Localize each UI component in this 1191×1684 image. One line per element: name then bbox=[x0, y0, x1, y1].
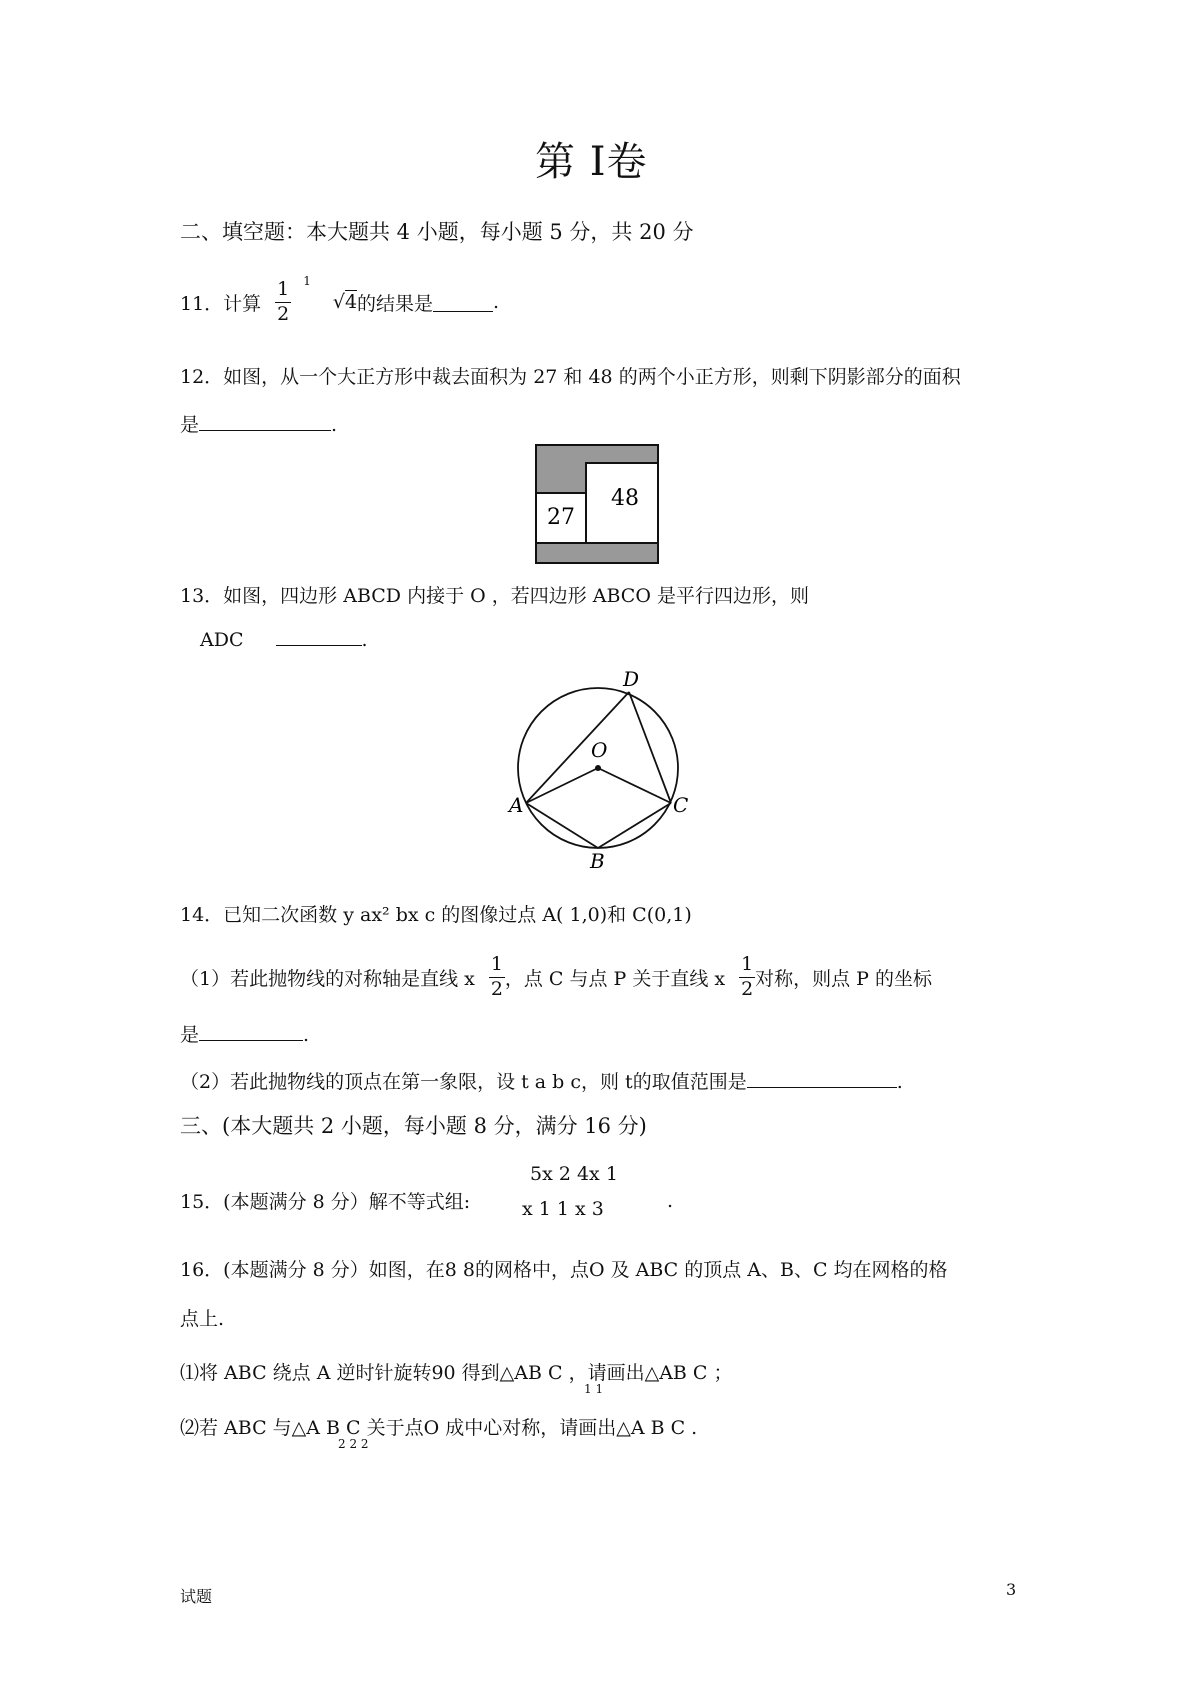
q11-fraction bbox=[275, 280, 291, 325]
page-number: 3 bbox=[1006, 1580, 1017, 1599]
section-heading-2: 二、填空题：本大题共 4 小题，每小题 5 分，共 20 分 bbox=[180, 220, 694, 244]
question-14-part1 bbox=[180, 955, 932, 1000]
q11-suffix: 的结果是 bbox=[357, 292, 434, 315]
q14-part1-answer-blank[interactable] bbox=[199, 1022, 303, 1041]
q13-label-C: C bbox=[673, 793, 689, 817]
q13-answer-blank[interactable] bbox=[276, 627, 362, 646]
question-16-line1: 16．(本题满分 8 分）如图，在8 8的网格中，点O 及 ABC 的顶点 A、B、C 均在网格的格 bbox=[180, 1259, 948, 1281]
q13-end: . bbox=[361, 629, 368, 651]
q11-exponent: 1 bbox=[303, 274, 311, 288]
question-15: 15．(本题满分 8 分）解不等式组: bbox=[180, 1191, 471, 1213]
q11-end: . bbox=[493, 291, 500, 314]
q14-frac1-num: 1 bbox=[490, 953, 503, 975]
q14-frac1-den: 2 bbox=[490, 977, 503, 1000]
q13-segment-BC bbox=[598, 803, 671, 848]
q14-part1-prefix: （1）若此抛物线的对称轴是直线 x bbox=[180, 967, 475, 990]
q13-segment-AD bbox=[526, 692, 629, 803]
q13-segment-AB bbox=[526, 803, 598, 848]
q15-system-row2: x 1 1 x 3 bbox=[522, 1198, 604, 1220]
q12-label-48: 48 bbox=[611, 486, 639, 511]
q11-frac-den: 2 bbox=[277, 302, 290, 325]
q14-part2-end: . bbox=[896, 1071, 903, 1093]
q14-part1-mid: ，点 C 与点 P 关于直线 x bbox=[504, 967, 726, 990]
q13-label-A: A bbox=[509, 793, 524, 817]
question-14-line1: 14．已知二次函数 y ax² bx c 的图像过点 A( 1,0)和 C(0,1) bbox=[180, 904, 692, 926]
q14-part1-end: . bbox=[303, 1024, 310, 1046]
q12-answer-blank[interactable] bbox=[199, 412, 331, 431]
q13-figure bbox=[505, 670, 695, 870]
question-12-line2 bbox=[180, 410, 337, 437]
q14-frac2-den: 2 bbox=[741, 977, 754, 1000]
q11-sqrt-radicand: 4 bbox=[344, 291, 358, 314]
q14-frac2-num: 1 bbox=[741, 953, 754, 975]
question-16-part1: ⑴将 ABC 绕点 A 逆时针旋转90 得到△AB C ，请画出△AB C ； bbox=[180, 1362, 733, 1384]
q13-center-point bbox=[595, 765, 601, 771]
question-16-part2: ⑵若 ABC 与△A B C 关于点O 成中心对称，请画出△A B C . bbox=[180, 1417, 698, 1439]
q13-label-B: B bbox=[590, 849, 605, 870]
q16-part2-subscripts: 2 2 2 bbox=[338, 1437, 369, 1451]
q14-part2-text: （2）若此抛物线的顶点在第一象限，设 t a b c，则 t的取值范围是 bbox=[180, 1071, 747, 1093]
q14-fraction-2 bbox=[739, 955, 755, 1000]
question-11 bbox=[180, 274, 500, 325]
question-13-line1: 13．如图，四边形 ABCD 内接于 O ，若四边形 ABCO 是平行四边形，则 bbox=[180, 585, 809, 607]
page-title: 第 I卷 bbox=[535, 139, 648, 185]
q12-label-27: 27 bbox=[547, 505, 575, 530]
q11-prefix: 11．计算 bbox=[180, 292, 262, 315]
q15-system-row1: 5x 2 4x 1 bbox=[530, 1163, 618, 1185]
q12-end: . bbox=[331, 414, 338, 436]
question-14-part2 bbox=[180, 1067, 903, 1094]
q13-line2-prefix: ADC bbox=[200, 629, 244, 651]
q16-part1-subscripts: 1 1 bbox=[584, 1382, 604, 1396]
q11-answer-blank[interactable] bbox=[433, 293, 493, 312]
q13-label-D: D bbox=[623, 670, 640, 691]
q11-sqrt: √4 bbox=[332, 291, 358, 314]
q11-frac-num: 1 bbox=[277, 278, 290, 300]
question-14-part1-line2 bbox=[180, 1020, 309, 1047]
q13-label-O: O bbox=[591, 738, 608, 762]
q14-part1-suffix: 对称，则点 P 的坐标 bbox=[755, 967, 932, 990]
q14-part1-line2-prefix: 是 bbox=[180, 1024, 200, 1046]
q14-fraction-1 bbox=[489, 955, 505, 1000]
q14-part2-answer-blank[interactable] bbox=[747, 1069, 897, 1088]
q12-figure bbox=[535, 444, 660, 564]
q13-segment-AO bbox=[526, 768, 598, 803]
footer-left: 试题 bbox=[180, 1587, 213, 1606]
question-13-line2 bbox=[200, 627, 368, 651]
q12-line2-prefix: 是 bbox=[180, 414, 200, 436]
question-16-line2: 点上. bbox=[180, 1308, 225, 1330]
section-heading-3: 三、(本大题共 2 小题，每小题 8 分，满分 16 分) bbox=[180, 1114, 647, 1138]
q15-end: . bbox=[667, 1190, 674, 1212]
question-12-line1: 12．如图，从一个大正方形中裁去面积为 27 和 48 的两个小正方形，则剩下阴影部分的面积 bbox=[180, 366, 961, 388]
